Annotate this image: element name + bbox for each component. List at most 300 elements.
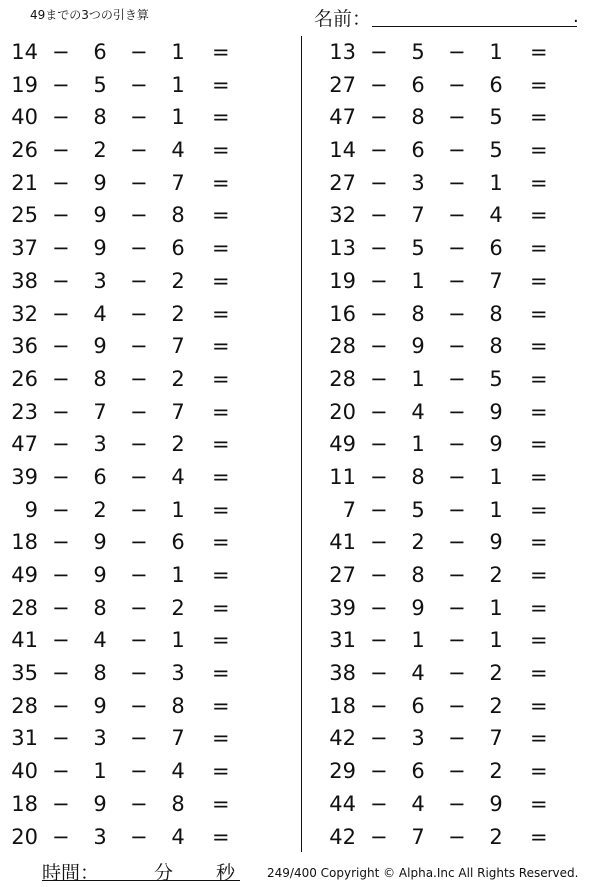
first-number: 38	[329, 661, 356, 686]
first-number: 49	[329, 432, 356, 457]
minus-sign: −	[130, 170, 148, 195]
minus-sign: −	[52, 497, 70, 522]
minus-sign: −	[130, 203, 148, 228]
minus-sign: −	[52, 399, 70, 424]
minus-sign: −	[52, 138, 70, 163]
minus-sign: −	[370, 595, 388, 620]
minus-sign: −	[130, 301, 148, 326]
first-number: 40	[11, 759, 38, 784]
copyright-text: 249/400 Copyright © Alpha.Inc All Rights Reserved.	[267, 866, 579, 880]
minus-sign: −	[130, 399, 148, 424]
minus-sign: −	[130, 824, 148, 849]
second-number: 9	[93, 170, 107, 195]
second-number: 8	[93, 661, 107, 686]
first-number: 16	[329, 301, 356, 326]
equals-sign: =	[530, 693, 548, 718]
third-number: 7	[489, 726, 503, 751]
time-line[interactable]	[42, 880, 240, 881]
minus-sign: −	[130, 563, 148, 587]
third-number: 1	[489, 628, 503, 653]
first-number: 18	[11, 530, 38, 555]
problem-row	[0, 821, 290, 854]
minus-sign: −	[370, 497, 388, 522]
first-number: 27	[329, 170, 356, 195]
second-number: 6	[411, 138, 425, 163]
equals-sign: =	[212, 628, 230, 653]
third-number: 1	[489, 40, 503, 64]
problem-row	[0, 428, 290, 461]
first-number: 28	[329, 366, 356, 391]
second-number: 3	[93, 268, 107, 293]
equals-sign: =	[530, 726, 548, 751]
problem-row	[318, 592, 600, 625]
minus-sign: −	[370, 563, 388, 587]
problem-row	[318, 428, 600, 461]
minus-sign: −	[448, 72, 466, 97]
problem-row	[318, 167, 600, 200]
first-number: 38	[11, 268, 38, 293]
minus-sign: −	[130, 464, 148, 489]
third-number: 8	[489, 334, 503, 359]
third-number: 1	[489, 170, 503, 195]
equals-sign: =	[530, 530, 548, 555]
second-number: 3	[93, 824, 107, 849]
second-number: 6	[93, 40, 107, 64]
column-divider	[301, 36, 302, 852]
second-number: 5	[411, 497, 425, 522]
time-label: 時間：	[42, 862, 100, 884]
minus-sign: −	[370, 399, 388, 424]
third-number: 6	[171, 236, 185, 261]
first-number: 27	[329, 563, 356, 587]
problem-row	[0, 788, 290, 821]
third-number: 4	[489, 203, 503, 228]
problem-row	[0, 559, 290, 592]
first-number: 40	[11, 105, 38, 130]
first-number: 27	[329, 72, 356, 97]
minus-sign: −	[130, 530, 148, 555]
minus-sign: −	[448, 138, 466, 163]
minus-sign: −	[52, 693, 70, 718]
equals-sign: =	[212, 530, 230, 555]
problem-row	[0, 167, 290, 200]
first-number: 19	[11, 72, 38, 97]
third-number: 8	[171, 791, 185, 816]
first-number: 18	[329, 693, 356, 718]
equals-sign: =	[212, 268, 230, 293]
first-number: 28	[329, 334, 356, 359]
first-number: 31	[11, 726, 38, 751]
first-number: 37	[11, 236, 38, 261]
equals-sign: =	[212, 791, 230, 816]
first-number: 26	[11, 366, 38, 391]
equals-sign: =	[212, 595, 230, 620]
equals-sign: =	[212, 236, 230, 261]
first-number: 42	[329, 726, 356, 751]
second-number: 7	[411, 824, 425, 849]
third-number: 1	[171, 72, 185, 97]
problem-row	[318, 657, 600, 690]
third-number: 6	[489, 72, 503, 97]
problem-row	[318, 36, 600, 69]
problem-row	[0, 134, 290, 167]
first-number: 42	[329, 824, 356, 849]
minus-sign: −	[370, 40, 388, 64]
second-number: 9	[93, 530, 107, 555]
second-number: 3	[411, 726, 425, 751]
equals-sign: =	[212, 40, 230, 64]
minus-sign: −	[52, 301, 70, 326]
problem-row	[0, 199, 290, 232]
minus-sign: −	[52, 72, 70, 97]
problem-row	[318, 298, 600, 331]
minus-sign: −	[370, 170, 388, 195]
right-problem-column	[318, 36, 600, 853]
second-number: 5	[411, 40, 425, 64]
second-number: 9	[93, 693, 107, 718]
minus-sign: −	[130, 726, 148, 751]
problem-row	[0, 265, 290, 298]
minus-sign: −	[130, 138, 148, 163]
minus-sign: −	[448, 628, 466, 653]
problem-row	[0, 690, 290, 723]
second-number: 8	[93, 105, 107, 130]
minus-sign: −	[52, 759, 70, 784]
seconds-label: 秒	[216, 862, 236, 884]
equals-sign: =	[530, 791, 548, 816]
second-number: 9	[411, 334, 425, 359]
second-number: 6	[411, 72, 425, 97]
third-number: 2	[489, 824, 503, 849]
problem-row	[318, 396, 600, 429]
minus-sign: −	[370, 628, 388, 653]
equals-sign: =	[212, 497, 230, 522]
third-number: 5	[489, 105, 503, 130]
second-number: 1	[411, 432, 425, 457]
minus-sign: −	[370, 759, 388, 784]
minus-sign: −	[52, 595, 70, 620]
minus-sign: −	[448, 791, 466, 816]
minus-sign: −	[52, 203, 70, 228]
third-number: 1	[489, 497, 503, 522]
third-number: 2	[171, 595, 185, 620]
minus-sign: −	[52, 464, 70, 489]
equals-sign: =	[212, 366, 230, 391]
minus-sign: −	[370, 432, 388, 457]
equals-sign: =	[530, 334, 548, 359]
minus-sign: −	[52, 661, 70, 686]
problem-row	[318, 134, 600, 167]
third-number: 2	[489, 661, 503, 686]
first-number: 21	[11, 170, 38, 195]
minus-sign: −	[52, 105, 70, 130]
second-number: 2	[93, 138, 107, 163]
equals-sign: =	[530, 72, 548, 97]
problem-row	[318, 690, 600, 723]
minus-sign: −	[370, 726, 388, 751]
minus-sign: −	[448, 366, 466, 391]
first-number: 41	[329, 530, 356, 555]
first-number: 41	[11, 628, 38, 653]
third-number: 6	[171, 530, 185, 555]
second-number: 9	[93, 334, 107, 359]
second-number: 6	[411, 693, 425, 718]
problem-row	[318, 101, 600, 134]
name-label: 名前：	[314, 8, 372, 30]
problem-row	[318, 494, 600, 527]
minus-sign: −	[130, 497, 148, 522]
minutes-label: 分	[154, 862, 174, 884]
minus-sign: −	[52, 563, 70, 587]
first-number: 13	[329, 236, 356, 261]
third-number: 1	[171, 105, 185, 130]
minus-sign: −	[52, 824, 70, 849]
first-number: 20	[329, 399, 356, 424]
problem-row	[0, 36, 290, 69]
equals-sign: =	[530, 759, 548, 784]
minus-sign: −	[370, 268, 388, 293]
third-number: 4	[171, 464, 185, 489]
first-number: 20	[11, 824, 38, 849]
minus-sign: −	[52, 236, 70, 261]
second-number: 1	[411, 366, 425, 391]
minus-sign: −	[370, 301, 388, 326]
equals-sign: =	[530, 595, 548, 620]
minus-sign: −	[370, 236, 388, 261]
minus-sign: −	[52, 791, 70, 816]
third-number: 7	[171, 170, 185, 195]
third-number: 7	[489, 268, 503, 293]
third-number: 1	[171, 628, 185, 653]
second-number: 4	[411, 661, 425, 686]
second-number: 6	[93, 464, 107, 489]
second-number: 4	[93, 301, 107, 326]
left-problem-column	[0, 36, 290, 853]
problem-row	[0, 657, 290, 690]
problem-row	[0, 232, 290, 265]
name-dot: .	[573, 6, 579, 27]
second-number: 8	[411, 301, 425, 326]
minus-sign: −	[130, 432, 148, 457]
third-number: 1	[171, 497, 185, 522]
minus-sign: −	[448, 236, 466, 261]
third-number: 9	[489, 432, 503, 457]
second-number: 4	[93, 628, 107, 653]
third-number: 9	[489, 399, 503, 424]
equals-sign: =	[530, 236, 548, 261]
minus-sign: −	[448, 203, 466, 228]
third-number: 4	[171, 824, 185, 849]
first-number: 32	[329, 203, 356, 228]
third-number: 2	[489, 759, 503, 784]
minus-sign: −	[52, 432, 70, 457]
problem-row	[318, 199, 600, 232]
minus-sign: −	[370, 791, 388, 816]
minus-sign: −	[130, 628, 148, 653]
third-number: 4	[171, 138, 185, 163]
minus-sign: −	[52, 334, 70, 359]
first-number: 49	[11, 563, 38, 587]
second-number: 1	[411, 628, 425, 653]
minus-sign: −	[52, 366, 70, 391]
minus-sign: −	[130, 236, 148, 261]
minus-sign: −	[130, 791, 148, 816]
problem-row	[318, 559, 600, 592]
problem-row	[0, 624, 290, 657]
problem-row	[318, 232, 600, 265]
minus-sign: −	[370, 203, 388, 228]
minus-sign: −	[52, 628, 70, 653]
equals-sign: =	[530, 105, 548, 130]
first-number: 28	[11, 693, 38, 718]
third-number: 3	[171, 661, 185, 686]
third-number: 8	[171, 203, 185, 228]
minus-sign: −	[448, 661, 466, 686]
minus-sign: −	[370, 366, 388, 391]
problem-row	[0, 330, 290, 363]
second-number: 8	[411, 105, 425, 130]
minus-sign: −	[370, 334, 388, 359]
third-number: 1	[171, 40, 185, 64]
first-number: 39	[11, 464, 38, 489]
first-number: 28	[11, 595, 38, 620]
equals-sign: =	[212, 138, 230, 163]
equals-sign: =	[212, 105, 230, 130]
minus-sign: −	[52, 530, 70, 555]
third-number: 2	[171, 301, 185, 326]
problem-row	[0, 363, 290, 396]
second-number: 9	[93, 791, 107, 816]
second-number: 9	[93, 203, 107, 228]
equals-sign: =	[212, 203, 230, 228]
first-number: 47	[11, 432, 38, 457]
minus-sign: −	[130, 334, 148, 359]
minus-sign: −	[370, 105, 388, 130]
problem-row	[0, 69, 290, 102]
problem-row	[318, 722, 600, 755]
equals-sign: =	[530, 628, 548, 653]
equals-sign: =	[530, 432, 548, 457]
first-number: 13	[329, 40, 356, 64]
third-number: 1	[171, 563, 185, 587]
third-number: 4	[171, 759, 185, 784]
equals-sign: =	[212, 824, 230, 849]
problem-row	[318, 788, 600, 821]
third-number: 6	[489, 236, 503, 261]
minus-sign: −	[370, 72, 388, 97]
problem-row	[318, 821, 600, 854]
first-number: 7	[342, 497, 356, 522]
minus-sign: −	[52, 40, 70, 64]
minus-sign: −	[448, 40, 466, 64]
minus-sign: −	[52, 726, 70, 751]
first-number: 32	[11, 301, 38, 326]
minus-sign: −	[370, 530, 388, 555]
problem-row	[0, 722, 290, 755]
equals-sign: =	[530, 497, 548, 522]
equals-sign: =	[530, 563, 548, 587]
first-number: 9	[24, 497, 38, 522]
second-number: 3	[93, 432, 107, 457]
equals-sign: =	[530, 366, 548, 391]
equals-sign: =	[530, 40, 548, 64]
equals-sign: =	[212, 432, 230, 457]
minus-sign: −	[448, 170, 466, 195]
name-line[interactable]	[372, 26, 577, 27]
minus-sign: −	[130, 268, 148, 293]
third-number: 7	[171, 334, 185, 359]
minus-sign: −	[448, 268, 466, 293]
second-number: 7	[411, 203, 425, 228]
minus-sign: −	[130, 72, 148, 97]
minus-sign: −	[130, 661, 148, 686]
equals-sign: =	[530, 661, 548, 686]
second-number: 7	[93, 399, 107, 424]
second-number: 5	[411, 236, 425, 261]
minus-sign: −	[448, 497, 466, 522]
minus-sign: −	[448, 334, 466, 359]
problem-row	[318, 265, 600, 298]
first-number: 35	[11, 661, 38, 686]
equals-sign: =	[212, 170, 230, 195]
second-number: 9	[93, 563, 107, 587]
minus-sign: −	[52, 170, 70, 195]
equals-sign: =	[530, 824, 548, 849]
first-number: 14	[11, 40, 38, 64]
second-number: 4	[411, 791, 425, 816]
problem-row	[318, 526, 600, 559]
third-number: 2	[171, 432, 185, 457]
problem-row	[0, 526, 290, 559]
second-number: 1	[93, 759, 107, 784]
third-number: 9	[489, 530, 503, 555]
minus-sign: −	[448, 759, 466, 784]
minus-sign: −	[130, 105, 148, 130]
second-number: 4	[411, 399, 425, 424]
first-number: 14	[329, 138, 356, 163]
first-number: 31	[329, 628, 356, 653]
first-number: 44	[329, 791, 356, 816]
second-number: 2	[93, 497, 107, 522]
equals-sign: =	[530, 138, 548, 163]
equals-sign: =	[530, 301, 548, 326]
first-number: 29	[329, 759, 356, 784]
first-number: 47	[329, 105, 356, 130]
problem-row	[0, 396, 290, 429]
second-number: 3	[93, 726, 107, 751]
minus-sign: −	[130, 759, 148, 784]
first-number: 39	[329, 595, 356, 620]
first-number: 18	[11, 791, 38, 816]
third-number: 5	[489, 366, 503, 391]
first-number: 26	[11, 138, 38, 163]
equals-sign: =	[212, 301, 230, 326]
first-number: 11	[329, 464, 356, 489]
equals-sign: =	[212, 399, 230, 424]
second-number: 8	[93, 366, 107, 391]
third-number: 8	[171, 693, 185, 718]
minus-sign: −	[448, 464, 466, 489]
equals-sign: =	[212, 334, 230, 359]
equals-sign: =	[212, 726, 230, 751]
problem-row	[0, 101, 290, 134]
third-number: 2	[171, 268, 185, 293]
third-number: 8	[489, 301, 503, 326]
problem-row	[0, 494, 290, 527]
second-number: 9	[411, 595, 425, 620]
third-number: 9	[489, 791, 503, 816]
equals-sign: =	[530, 464, 548, 489]
